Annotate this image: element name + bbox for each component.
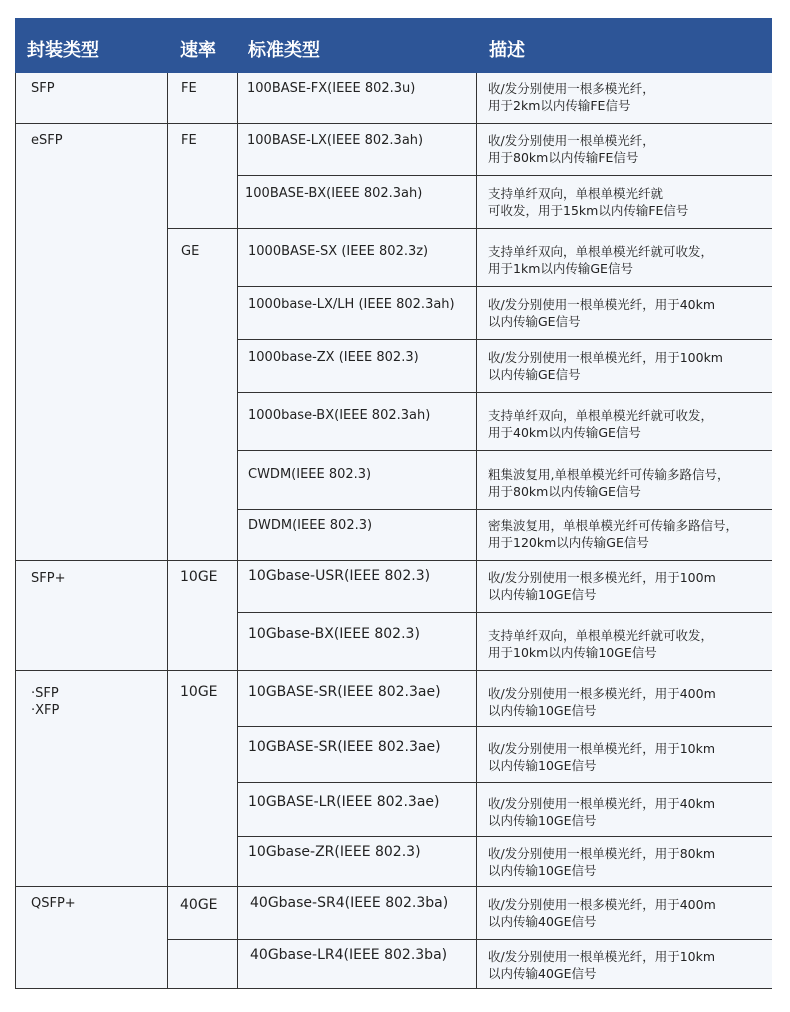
standard-cell: 10GBASE-LR(IEEE 802.3ae) — [248, 794, 440, 810]
standard-cell: 1000base-ZX (IEEE 802.3) — [248, 350, 419, 365]
table-header — [15, 18, 772, 73]
description-line: 收/发分别使用一根单模光纤，用于10km — [488, 949, 716, 964]
standard-cell: 100BASE-FX(IEEE 802.3u) — [247, 81, 416, 96]
package-cell: SFP+ — [31, 571, 66, 586]
description-line: 密集波复用，单根单模光纤可传输多路信号， — [488, 518, 739, 533]
description-line: 收/发分别使用一根单模光纤，用于10km — [488, 741, 716, 756]
standard-cell: 10GBASE-SR(IEEE 802.3ae) — [248, 684, 441, 700]
standard-cell: 1000BASE-SX (IEEE 802.3z) — [248, 244, 429, 259]
rate-cell: GE — [181, 244, 200, 259]
standard-cell: 1000base-LX/LH (IEEE 802.3ah) — [248, 297, 455, 312]
description-line: 以内传输10GE信号 — [488, 587, 597, 602]
standard-cell: 40Gbase-SR4(IEEE 802.3ba) — [250, 895, 449, 911]
description-line: 粗集波复用,单根单模光纤可传输多路信号， — [488, 467, 730, 482]
description-line: 用于1km以内传输GE信号 — [488, 261, 633, 276]
standard-cell: 10Gbase-USR(IEEE 802.3) — [248, 568, 431, 584]
description-line: 以内传输10GE信号 — [488, 758, 597, 773]
row-divider — [237, 612, 772, 613]
row-divider — [237, 286, 772, 287]
description-line: 收/发分别使用一根单模光纤，用于100km — [488, 350, 723, 365]
header-rate: 速率 — [180, 40, 216, 61]
package-cell: QSFP+ — [31, 896, 76, 911]
description-line: 支持单纤双向，单根单模光纤就可收发， — [488, 244, 714, 259]
standard-cell: 10GBASE-SR(IEEE 802.3ae) — [248, 739, 441, 755]
description-line: 以内传输GE信号 — [488, 367, 581, 382]
description-line: 用于120km以内传输GE信号 — [488, 535, 649, 550]
row-divider — [167, 939, 772, 940]
table-left-border — [15, 73, 16, 989]
description-line: 支持单纤双向，单根单模光纤就可收发， — [488, 408, 714, 423]
description-line: 用于2km以内传输FE信号 — [488, 98, 631, 113]
description-line: 收/发分别使用一根多模光纤， — [488, 81, 655, 96]
rate-cell: FE — [181, 133, 197, 148]
standard-cell: CWDM(IEEE 802.3) — [248, 467, 372, 482]
group-divider — [15, 560, 772, 561]
description-line: 收/发分别使用一根单模光纤，用于40km — [488, 796, 716, 811]
package-cell: eSFP — [31, 133, 63, 148]
column-divider — [237, 73, 238, 989]
row-divider — [237, 392, 772, 393]
group-divider — [15, 123, 772, 124]
column-divider — [167, 73, 168, 989]
standard-cell: 10Gbase-BX(IEEE 802.3) — [248, 626, 420, 642]
rate-cell: 40GE — [180, 897, 218, 913]
package-cell: ·XFP — [31, 703, 60, 718]
description-line: 收/发分别使用一根单模光纤，用于80km — [488, 846, 716, 861]
description-line: 收/发分别使用一根单模光纤， — [488, 133, 655, 148]
column-divider — [476, 73, 477, 989]
row-divider — [237, 836, 772, 837]
rate-cell: FE — [181, 81, 197, 96]
description-line: 可收发，用于15km以内传输FE信号 — [488, 203, 689, 218]
header-package: 封装类型 — [27, 40, 99, 61]
description-line: 支持单纤双向，单根单模光纤就 — [488, 186, 664, 201]
description-line: 用于80km以内传输GE信号 — [488, 484, 641, 499]
standard-cell: DWDM(IEEE 802.3) — [248, 518, 373, 533]
standard-cell: 40Gbase-LR4(IEEE 802.3ba) — [250, 947, 448, 963]
group-divider — [15, 886, 772, 887]
package-cell: SFP — [31, 81, 55, 96]
rate-cell: 10GE — [180, 569, 218, 585]
description-line: 以内传输10GE信号 — [488, 813, 597, 828]
description-line: 收/发分别使用一根多模光纤，用于400m — [488, 686, 716, 701]
description-line: 收/发分别使用一根单模光纤，用于40km — [488, 297, 716, 312]
description-line: 支持单纤双向，单根单模光纤就可收发， — [488, 628, 714, 643]
transceiver-table — [15, 18, 772, 989]
standard-cell: 10Gbase-ZR(IEEE 802.3) — [248, 844, 421, 860]
rate-cell: 10GE — [180, 684, 218, 700]
description-line: 以内传输40GE信号 — [488, 914, 597, 929]
rate-divider — [167, 228, 772, 229]
row-divider — [237, 782, 772, 783]
description-line: 收/发分别使用一根多模光纤，用于100m — [488, 570, 716, 585]
package-cell: ·SFP — [31, 686, 59, 701]
description-line: 以内传输GE信号 — [488, 314, 581, 329]
standard-cell: 1000base-BX(IEEE 802.3ah) — [248, 408, 431, 423]
standard-cell: 100BASE-BX(IEEE 802.3ah) — [245, 186, 423, 201]
description-line: 用于80km以内传输FE信号 — [488, 150, 639, 165]
header-description: 描述 — [489, 40, 525, 61]
description-line: 收/发分别使用一根多模光纤，用于400m — [488, 897, 716, 912]
row-divider — [237, 509, 772, 510]
group-divider — [15, 670, 772, 671]
header-standard: 标准类型 — [248, 40, 320, 61]
row-divider — [237, 450, 772, 451]
row-divider — [237, 339, 772, 340]
table-bottom-border — [15, 988, 772, 989]
row-divider — [237, 175, 772, 176]
description-line: 以内传输40GE信号 — [488, 966, 597, 981]
description-line: 以内传输10GE信号 — [488, 863, 597, 878]
description-line: 用于40km以内传输GE信号 — [488, 425, 641, 440]
description-line: 以内传输10GE信号 — [488, 703, 597, 718]
standard-cell: 100BASE-LX(IEEE 802.3ah) — [247, 133, 424, 148]
row-divider — [237, 726, 772, 727]
description-line: 用于10km以内传输10GE信号 — [488, 645, 657, 660]
